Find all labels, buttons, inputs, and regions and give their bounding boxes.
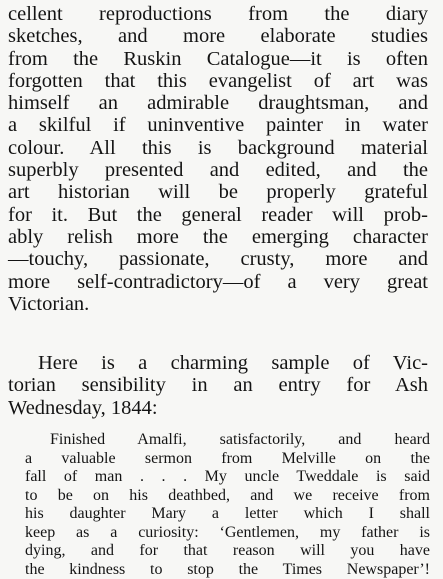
quote-line: Finished Amalfi, satisfactorily, and heard [25, 431, 430, 450]
quote-line: the kindness to stop the Times Newspaper’! [25, 561, 430, 579]
text-line: Victorian. [8, 293, 428, 315]
quote-line: his daughter Mary a letter which I shall [25, 505, 430, 524]
quote-line: keep as a curiosity: ‘Gentlemen, my father is [25, 524, 430, 543]
quote-line: to be on his deathbed, and we receive from [25, 487, 430, 506]
quote-line: dying, and for that reason will you have [25, 542, 430, 561]
quote-line: a valuable sermon from Melville on the [25, 450, 430, 469]
text-line: —touchy, passionate, crusty, more and [8, 248, 428, 270]
text-line: art historian will be properly grateful [8, 181, 428, 203]
text-line: Wednesday, 1844: [8, 397, 428, 419]
body-paragraph-intro [8, 352, 428, 419]
text-line: a skilful if uninventive painter in water [8, 114, 428, 136]
text-line: for it. But the general reader will prob- [8, 204, 428, 226]
text-line: cellent reproductions from the diary [8, 3, 428, 25]
text-line: superbly presented and edited, and the [8, 159, 428, 181]
quote-line: fall of man . . . My uncle Tweddale is said [25, 468, 430, 487]
text-line: colour. All this is background material [8, 137, 428, 159]
text-line: ably relish more the emerging character [8, 226, 428, 248]
text-line: Here is a charming sample of Vic- [8, 352, 428, 374]
text-line: from the Ruskin Catalogue—it is often [8, 48, 428, 70]
block-quotation [25, 431, 430, 579]
text-line: sketches, and more elaborate studies [8, 25, 428, 47]
text-line: himself an admirable draughtsman, and [8, 92, 428, 114]
text-line: more self-contradictory—of a very great [8, 271, 428, 293]
text-line: forgotten that this evangelist of art was [8, 70, 428, 92]
text-line: torian sensibility in an entry for Ash [8, 374, 428, 396]
body-paragraph-continued [8, 3, 428, 315]
